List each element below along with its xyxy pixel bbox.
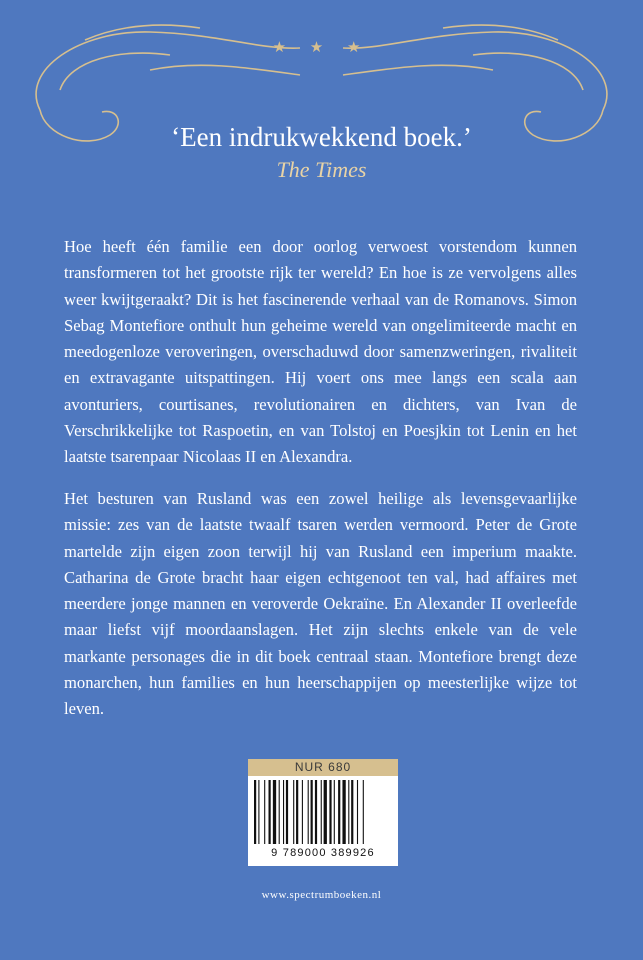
nur-label: NUR 680 (248, 759, 398, 776)
barcode-box (248, 759, 398, 866)
quote-source: The Times (276, 157, 367, 182)
barcode-bars (254, 780, 392, 844)
publisher-url: www.spectrumboeken.nl (261, 889, 382, 901)
blurb-paragraph-1: Hoe heeft één familie een door oorlog verwoest vorstendom kunnen transformeren tot het grootste rijk ter wereld? En hoe is ze vervolgens alles weer kwijtgeraakt? Dit is het fascinerende verhaal van de Romanovs. Simon Sebag Montefiore onthult hun geheime wereld van ongelimiteerde macht en meedogenloze veroveringen, overschaduwd door samenzweringen, rivaliteit en extravagante uitspattingen. Hij voert ons mee langs een scala aan avonturiers, courtisanes, revolutionairen en dichters, van Ivan de Verschrikkelijke tot Raspoetin, en van Tolstoj en Poesjkin tot Lenin en het laatste tsarenpaar Nicolaas II en Alexandra. (64, 237, 577, 467)
decorative-stars: ★ ★ ★ (272, 40, 371, 56)
review-quote: ‘Een indrukwekkend boek.’ (171, 122, 472, 152)
blurb-paragraph-2: Het besturen van Rusland was een zowel heilige als levensgevaarlijke missie: zes van de laatste twaalf tsaren werden vermoord. Peter de Grote martelde zijn eigen zoon terwijl hij van Rusland een imperium maakte. Catharina de Grote bracht haar eigen echtgenoot ten val, had affaires met meerdere jonge mannen en veroverde Oekraïne. En Alexander II overleefde maar liefst vijf moordaanslagen. Het zijn slechts enkele van de vele markante personages die in dit boek centraal staan. Montefiore brengt deze monarchen, hun families en hun heerschappijen op meesterlijke wijze tot leven. (64, 489, 577, 719)
isbn-number: 9 789000 389926 (271, 847, 375, 859)
